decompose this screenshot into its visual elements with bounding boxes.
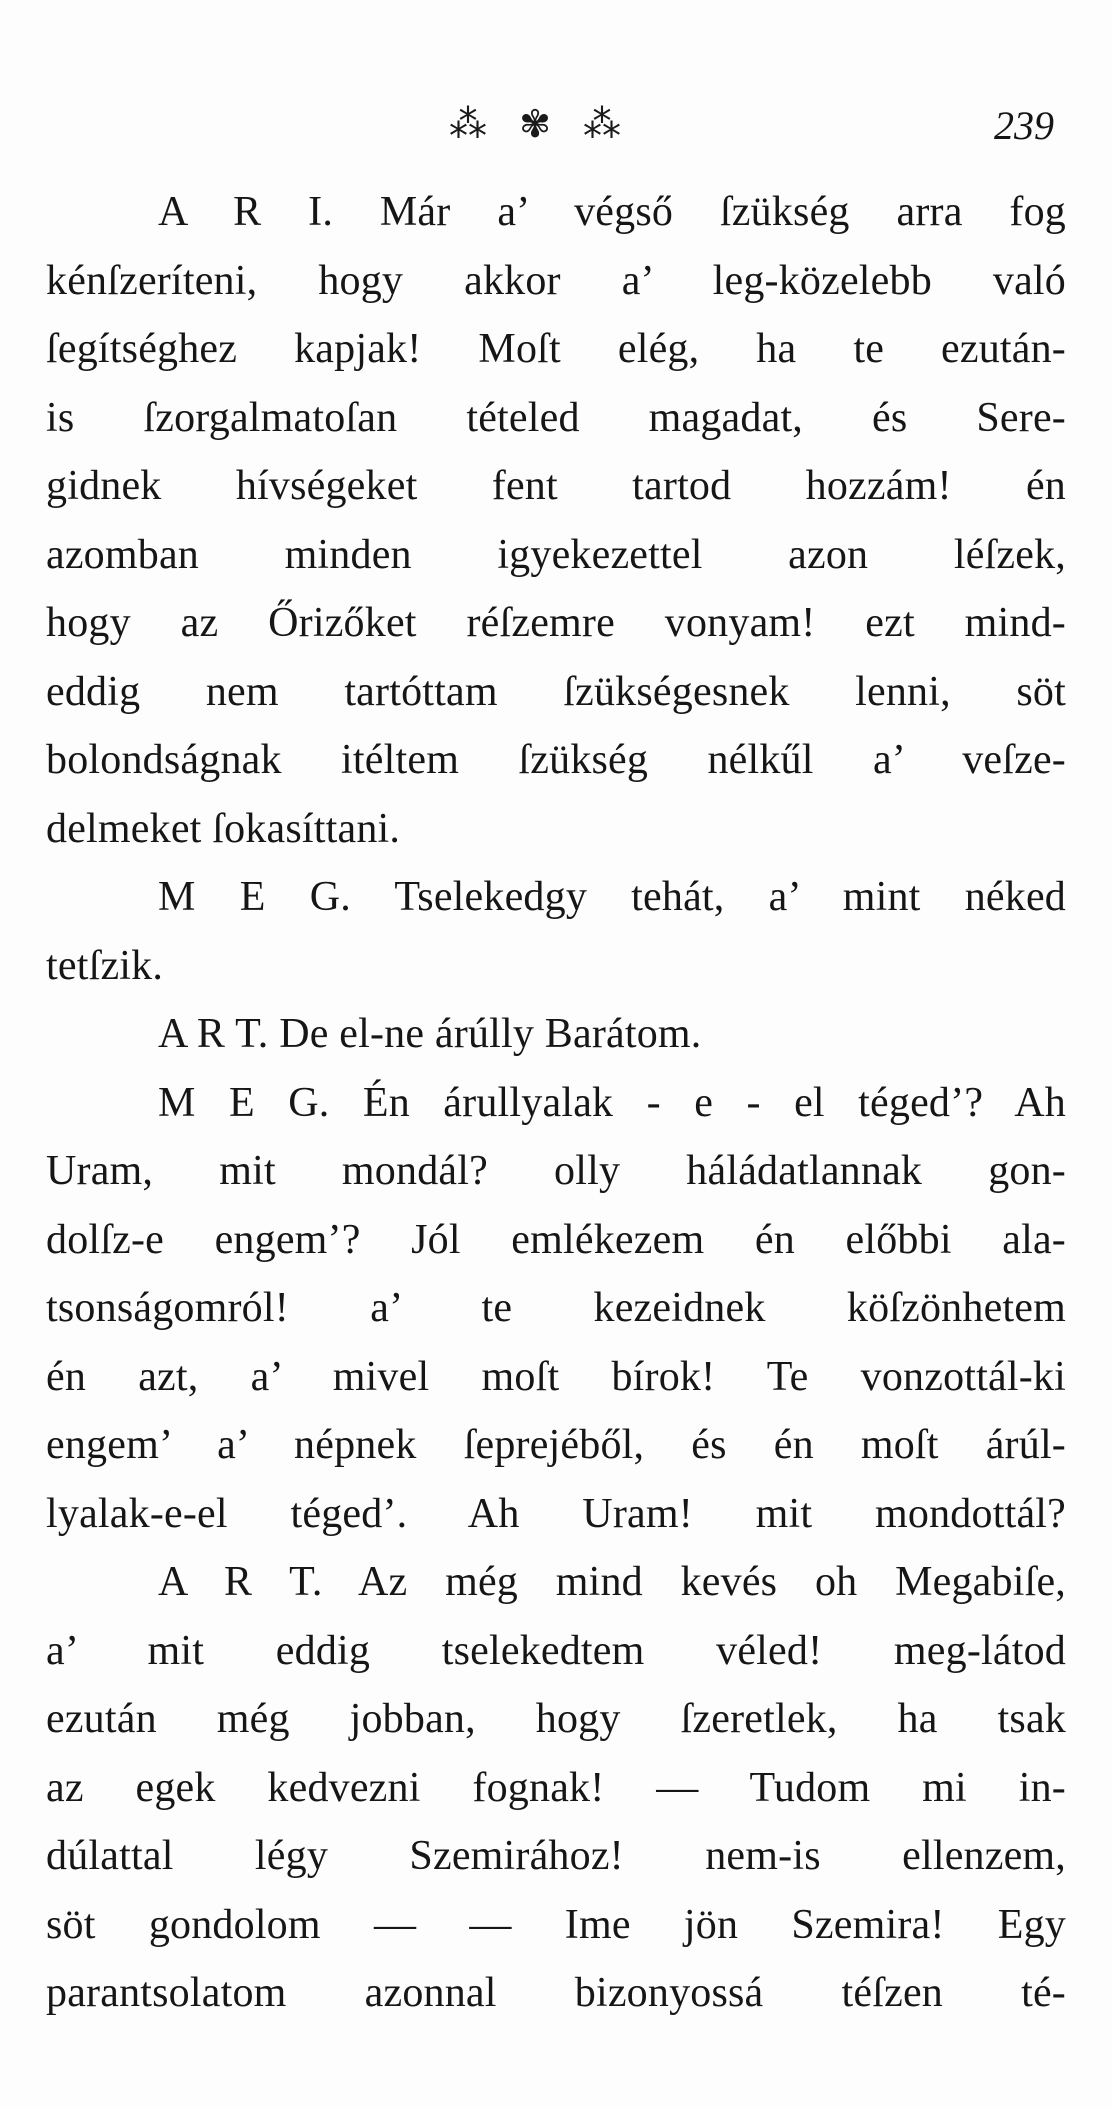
- text-line: engem’ a’ népnek ſeprejéből, és én moſt árúl-: [46, 1422, 1066, 1468]
- text-line: A R I. Már a’ végső ſzükség arra fog: [158, 189, 1066, 235]
- page-number: 239: [994, 103, 1054, 148]
- text-line: tetſzik.: [46, 942, 164, 989]
- body-text: [46, 178, 1066, 2028]
- text-line: gidnek hívségeket fent tartod hozzám! én: [46, 463, 1066, 509]
- text-line: bolondságnak itéltem ſzükség nélkűl a’ veſze-: [46, 737, 1066, 783]
- text-line: tsonságomról! a’ te kezeidnek köſzönhetem: [46, 1285, 1066, 1331]
- text-line: dolſz-e engem’? Jól emlékezem én előbbi ala-: [46, 1216, 1066, 1263]
- ornament-icon: ⁂ ✾ ⁂: [449, 102, 631, 146]
- text-line: is ſzorgalmatoſan tételed magadat, és Sere-: [46, 394, 1066, 441]
- text-line: eddig nem tartóttam ſzükségesnek lenni, söt: [46, 668, 1066, 715]
- text-line: lyalak-e-el téged’. Ah Uram! mit mondottál?: [46, 1490, 1066, 1537]
- text-line: dúlattal légy Szemirához! nem-is ellenzem,: [46, 1833, 1066, 1879]
- text-line: M E G. Tselekedgy tehát, a’ mint néked: [158, 874, 1066, 920]
- text-line: hogy az Őrizőket réſzemre vonyam! ezt mind-: [46, 600, 1066, 646]
- text-line: én azt, a’ mivel moſt bírok! Te vonzottál-ki: [46, 1353, 1066, 1400]
- text-line: M E G. Én árullyalak - e - el téged’? Ah: [158, 1079, 1066, 1126]
- text-line: parantsolatom azonnal bizonyossá téſzen té-: [46, 1970, 1066, 2016]
- page-header: [0, 92, 1112, 152]
- text-line: azomban minden igyekezettel azon léſzek,: [46, 531, 1066, 578]
- text-line: delmeket ſokasíttani.: [46, 805, 401, 852]
- text-line: az egek kedvezni fognak! — Tudom mi in-: [46, 1764, 1066, 1811]
- text-line: A R T. De el-ne árúlly Barátom.: [158, 1011, 702, 1057]
- text-line: kénſzeríteni, hogy akkor a’ leg-közelebb való: [46, 257, 1066, 304]
- text-line: ſegítséghez kapjak! Moſt elég, ha te ezután-: [46, 326, 1066, 372]
- text-line: söt gondolom — — Ime jön Szemira! Egy: [46, 1901, 1066, 1948]
- text-line: A R T. Az még mind kevés oh Megabiſe,: [158, 1559, 1066, 1605]
- text-line: ezután még jobban, hogy ſzeretlek, ha tsak: [46, 1696, 1066, 1742]
- text-line: Uram, mit mondál? olly háládatlannak gon-: [46, 1148, 1066, 1194]
- text-line: a’ mit eddig tselekedtem véled! meg-látod: [46, 1627, 1066, 1674]
